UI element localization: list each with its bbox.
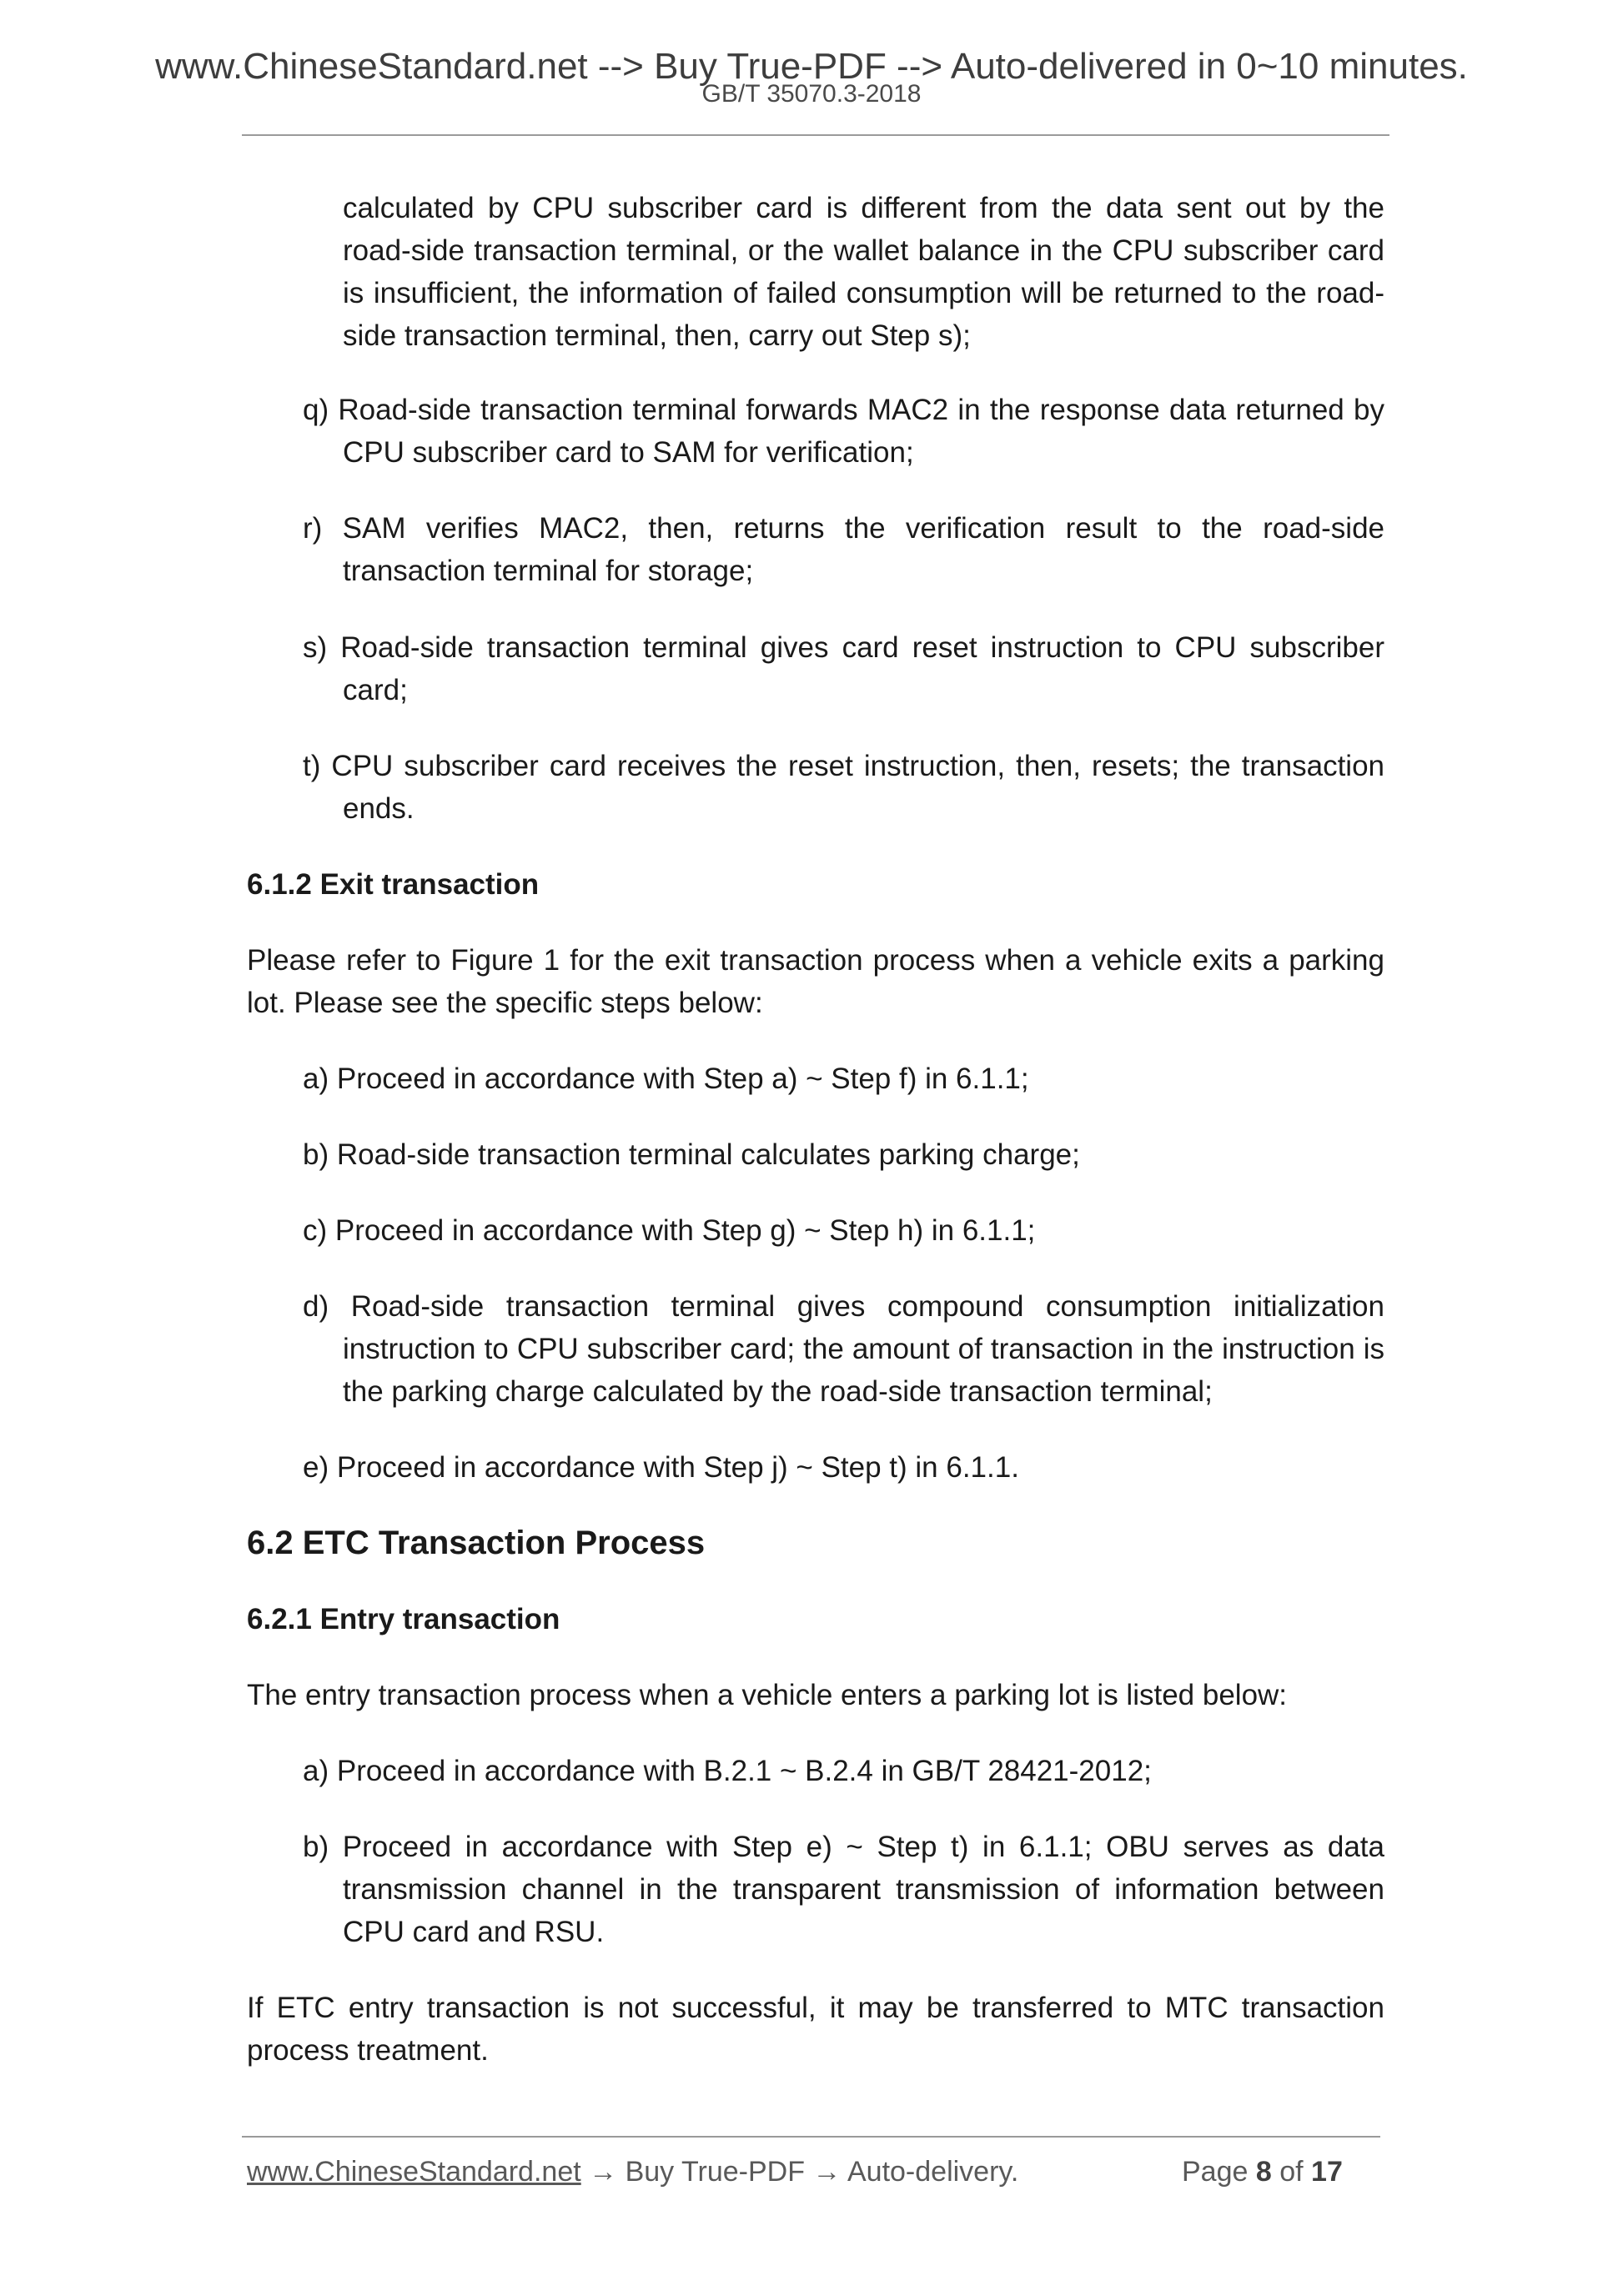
- header-banner: www.ChineseStandard.net --> Buy True-PDF --> Auto-delivered in 0~10 minutes.: [155, 46, 1468, 87]
- footer-tagline: → Buy True-PDF → Auto-delivery.: [580, 2156, 1019, 2188]
- exit-step-d: d) Road-side transaction terminal gives compound consumption initialization instruction to CPU subscriber card; the amount of transaction in the instruction is the parking charge calculated by the road-side transaction terminal;: [303, 1290, 1384, 1408]
- step-r: r) SAM verifies MAC2, then, returns the verification result to the road-side transaction terminal for storage;: [303, 512, 1384, 587]
- page-current: 8: [1255, 2156, 1272, 2188]
- closing-paragraph: If ETC entry transaction is not successful, it may be transferred to MTC transaction process treatment.: [247, 1992, 1384, 2067]
- footer-left: [247, 2152, 1018, 2192]
- header-divider: [242, 134, 1389, 136]
- section-6-1-2-intro: Please refer to Figure 1 for the exit transaction process when a vehicle exits a parking lot. Please see the specific steps below:: [247, 944, 1384, 1019]
- document-number: GB/T 35070.3-2018: [701, 80, 922, 108]
- section-heading-6-2-1: 6.2.1 Entry transaction: [247, 1603, 560, 1635]
- page-total: 17: [1311, 2156, 1343, 2188]
- step-q: q) Road-side transaction terminal forwards MAC2 in the response data returned by CPU subscriber card to SAM for verification;: [303, 394, 1384, 469]
- exit-step-e: e) Proceed in accordance with Step j) ~ Step t) in 6.1.1.: [303, 1451, 1019, 1484]
- page-indicator: [1182, 2152, 1343, 2192]
- entry-step-b: b) Proceed in accordance with Step e) ~ Step t) in 6.1.1; OBU serves as data transmission channel in the transparent transmission of information between CPU card and RSU.: [303, 1831, 1384, 1948]
- exit-step-c: c) Proceed in accordance with Step g) ~ Step h) in 6.1.1;: [303, 1214, 1036, 1247]
- footer-website-link[interactable]: www.ChineseStandard.net: [247, 2156, 581, 2188]
- page-label: Page: [1182, 2156, 1249, 2188]
- section-heading-6-1-2: 6.1.2 Exit transaction: [247, 868, 540, 901]
- section-heading-6-2: 6.2 ETC Transaction Process: [247, 1525, 706, 1561]
- continuation-paragraph: calculated by CPU subscriber card is different from the data sent out by the road-side transaction terminal, or the wallet balance in the CPU subscriber card is insufficient, the information of failed consumption will be returned to the road-side transaction terminal, then, carry out Step s);: [343, 192, 1384, 352]
- footer-divider: [242, 2136, 1380, 2138]
- exit-step-a: a) Proceed in accordance with Step a) ~ Step f) in 6.1.1;: [303, 1063, 1029, 1095]
- step-s: s) Road-side transaction terminal gives card reset instruction to CPU subscriber card;: [303, 631, 1384, 706]
- page-of: of: [1279, 2156, 1304, 2188]
- exit-step-b: b) Road-side transaction terminal calculates parking charge;: [303, 1138, 1080, 1171]
- section-6-2-1-intro: The entry transaction process when a vehicle enters a parking lot is listed below:: [247, 1679, 1288, 1711]
- step-t: t) CPU subscriber card receives the reset instruction, then, resets; the transaction ends.: [303, 750, 1384, 825]
- entry-step-a: a) Proceed in accordance with B.2.1 ~ B.2.4 in GB/T 28421-2012;: [303, 1755, 1152, 1787]
